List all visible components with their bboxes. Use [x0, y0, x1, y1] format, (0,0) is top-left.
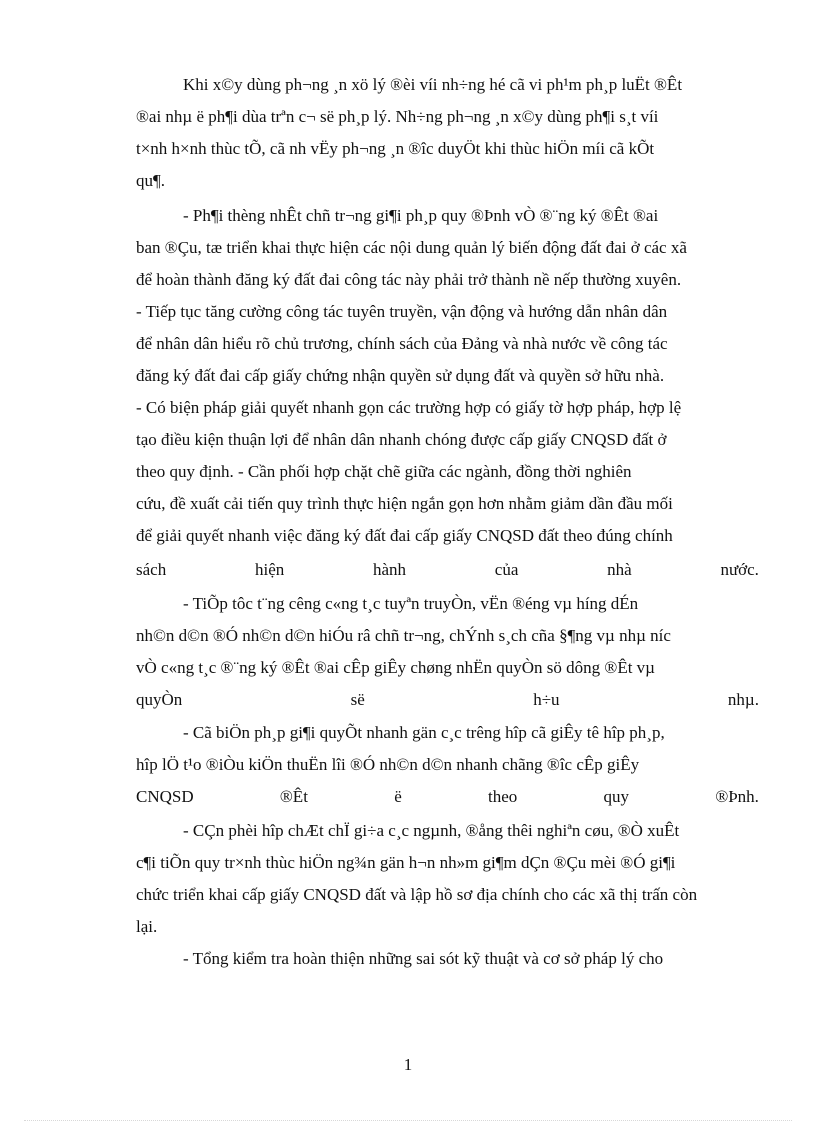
- text-line: chức triển khai cấp giấy CNQSD đất và lập hồ sơ địa chính cho các xã thị trấn còn: [136, 885, 698, 904]
- word: nhµ.: [727, 690, 759, 709]
- justified-line: [136, 785, 759, 809]
- text-line: hîp lÖ t¹o ®iÒu kiÖn thuËn lîi ®Ó nh©n d©n nhanh chãng ®îc cÊp giÊy: [136, 755, 640, 774]
- text-line: - Tổng kiểm tra hoàn thiện những sai sót kỹ thuật và cơ sở pháp lý cho: [183, 949, 664, 968]
- word: ®Þnh.: [715, 787, 759, 806]
- text-line: - TiÕp tôc t¨ng cêng c«ng t¸c tuyªn truyÒn, vËn ®éng vµ híng dÉn: [183, 594, 639, 613]
- text-line: tạo điều kiện thuận lợi để nhân dân nhanh chóng được cấp giấy CNQSD đất ở: [136, 430, 667, 449]
- word: theo: [488, 787, 518, 806]
- text-line: t×nh h×nh thùc tÕ, cã nh vËy ph¬ng ¸n ®îc duyÖt khi thùc hiÖn míi cã kÕt: [136, 139, 655, 158]
- word: së: [350, 690, 365, 709]
- word: CNQSD: [136, 787, 194, 806]
- text-line: theo quy định. - Cần phối hợp chặt chẽ giữa các ngành, đồng thời nghiên: [136, 462, 632, 481]
- text-line: - Cã biÖn ph¸p gi¶i quyÕt nhanh gän c¸c trêng hîp cã giÊy tê hîp ph¸p,: [183, 723, 665, 742]
- text-line: đăng ký đất đai cấp giấy chứng nhận quyền sử dụng đất và quyền sở hữu nhà.: [136, 366, 665, 385]
- text-line: - CÇn phèi hîp chÆt chÏ gi÷a c¸c ngµnh, ®ång thêi nghiªn cøu, ®Ò xuÊt: [183, 821, 680, 840]
- word: sách: [136, 560, 167, 579]
- text-line: để nhân dân hiểu rõ chủ trương, chính sách của Đảng và nhà nước về công tác: [136, 334, 668, 353]
- justified-line: [136, 688, 759, 712]
- text-line: ®ai nhµ ë ph¶i dùa trªn c¬ së ph¸p lý. Nh÷ng ph¬ng ¸n x©y dùng ph¶i s¸t víi: [136, 107, 659, 126]
- text-line: nh©n d©n ®Ó nh©n d©n hiÓu râ chñ tr¬ng, chÝnh s¸ch cña §¶ng vµ nhµ níc: [136, 626, 671, 645]
- word: ®Êt: [279, 787, 308, 806]
- text-line: - Có biện pháp giải quyết nhanh gọn các trường hợp có giấy tờ hợp pháp, hợp lệ: [136, 398, 682, 417]
- text-line: - Ph¶i thèng nhÊt chñ tr¬ng gi¶i ph¸p quy ®Þnh vÒ ®¨ng ký ®Êt ®ai: [183, 206, 659, 225]
- text-line: để hoàn thành đăng ký đất đai công tác này phải trở thành nề nếp thường xuyên.: [136, 270, 682, 289]
- word: quy: [603, 787, 630, 806]
- text-line: lại.: [136, 917, 158, 936]
- page-number: 1: [403, 1055, 413, 1074]
- text-line: vÒ c«ng t¸c ®¨ng ký ®Êt ®ai cÊp giÊy chøng nhËn quyÒn sö dông ®Êt vµ: [136, 658, 655, 677]
- text-line: để giải quyết nhanh việc đăng ký đất đai cấp giấy CNQSD đất theo đúng chính: [136, 526, 673, 545]
- word: nhà: [607, 560, 632, 579]
- word: ë: [394, 787, 402, 806]
- text-line: qu¶.: [136, 171, 165, 190]
- text-line: - Tiếp tục tăng cường công tác tuyên truyền, vận động và hướng dẫn nhân dân: [136, 302, 668, 321]
- page-bottom-divider: [24, 1120, 792, 1121]
- text-line: c¶i tiÕn quy tr×nh thùc hiÖn ng¾n gän h¬n nh»m gi¶m dÇn ®Çu mèi ®Ó gi¶i: [136, 853, 676, 872]
- text-line: Khi x©y dùng ph¬ng ¸n xö lý ®èi víi nh÷ng hé cã vi ph¹m ph¸p luËt ®Êt: [183, 75, 683, 94]
- word: quyÒn: [136, 690, 183, 709]
- word: h÷u: [533, 690, 560, 709]
- text-line: ban ®Çu, tæ triển khai thực hiện các nội dung quản lý biến động đất đai ở các xã: [136, 238, 687, 257]
- text-line: cứu, đề xuất cải tiến quy trình thực hiện ngắn gọn hơn nhằm giảm dần đầu mối: [136, 494, 673, 513]
- word: hành: [373, 560, 407, 579]
- word: hiện: [254, 560, 285, 579]
- justified-line: [136, 558, 759, 582]
- word: của: [494, 560, 519, 579]
- word: nước.: [720, 560, 759, 579]
